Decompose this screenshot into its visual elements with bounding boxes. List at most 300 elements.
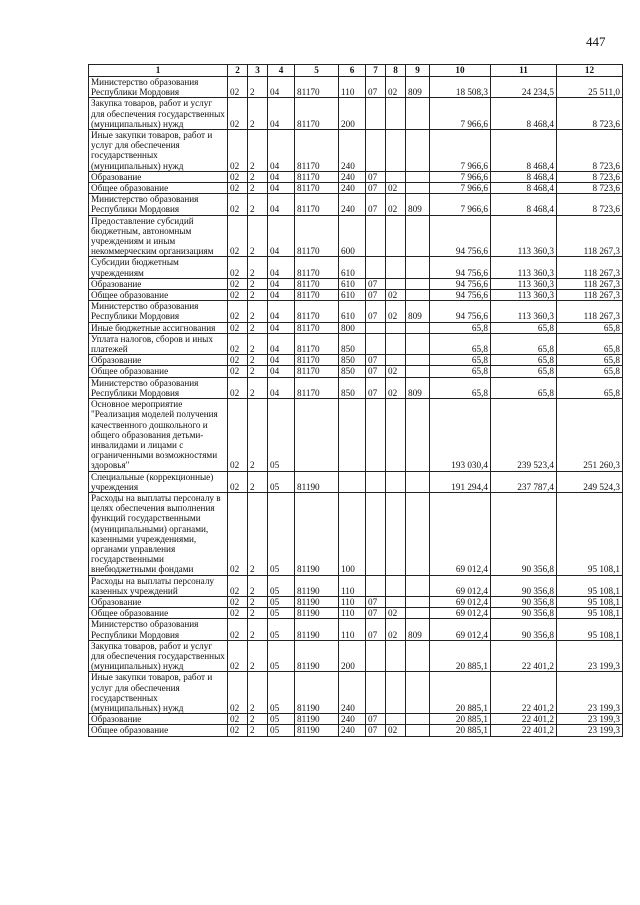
cell-col-10: 69 012,4 [430, 619, 491, 640]
cell-col-7: 07 [366, 366, 386, 377]
cell-col-11: 113 360,3 [491, 301, 557, 322]
header-cell-9: 9 [406, 65, 430, 77]
table-row [89, 471, 623, 492]
cell-col-3: 2 [248, 399, 268, 471]
table-row [89, 575, 623, 596]
cell-col-5: 81190 [295, 492, 339, 575]
cell-col-5: 81190 [295, 575, 339, 596]
cell-col-5: 81170 [295, 278, 339, 289]
cell-col-8 [386, 257, 406, 278]
cell-col-11: 237 787,4 [491, 471, 557, 492]
cell-col-12: 95 108,1 [557, 596, 623, 607]
cell-col-2: 02 [228, 77, 248, 98]
cell-col-4: 04 [268, 366, 295, 377]
cell-col-6: 240 [339, 183, 366, 194]
cell-col-2: 02 [228, 130, 248, 172]
cell-col-4: 05 [268, 575, 295, 596]
cell-name: Уплата налогов, сборов и иных платежей [89, 333, 228, 354]
cell-col-5: 81190 [295, 672, 339, 714]
cell-col-8 [386, 98, 406, 130]
table-row [89, 130, 623, 172]
cell-col-4: 05 [268, 725, 295, 736]
table-row [89, 399, 623, 471]
cell-col-5: 81190 [295, 725, 339, 736]
cell-col-11: 90 356,8 [491, 608, 557, 619]
header-cell-7: 7 [366, 65, 386, 77]
cell-col-7: 07 [366, 194, 386, 215]
cell-col-10: 94 756,6 [430, 301, 491, 322]
table-row [89, 183, 623, 194]
cell-col-11: 8 468,4 [491, 98, 557, 130]
cell-col-12: 65,8 [557, 377, 623, 398]
cell-col-6: 600 [339, 215, 366, 257]
cell-name: Основное мероприятие "Реализация моделей получения качественного дошкольного и общего образования детьми-инвалидами и лицами с ограниченными возможностями здоровья" [89, 399, 228, 471]
cell-col-12: 118 267,3 [557, 278, 623, 289]
cell-col-10: 65,8 [430, 333, 491, 354]
cell-col-8: 02 [386, 366, 406, 377]
cell-col-6: 100 [339, 492, 366, 575]
cell-name: Общее образование [89, 366, 228, 377]
cell-name: Общее образование [89, 608, 228, 619]
cell-col-12: 8 723,6 [557, 171, 623, 182]
cell-col-8 [386, 130, 406, 172]
cell-col-11: 22 401,2 [491, 725, 557, 736]
cell-col-3: 2 [248, 183, 268, 194]
cell-col-7: 07 [366, 171, 386, 182]
cell-col-2: 02 [228, 575, 248, 596]
cell-col-4: 04 [268, 77, 295, 98]
table-row [89, 215, 623, 257]
cell-col-6: 110 [339, 77, 366, 98]
cell-col-3: 2 [248, 608, 268, 619]
cell-col-2: 02 [228, 714, 248, 725]
cell-col-2: 02 [228, 596, 248, 607]
cell-col-10: 20 885,1 [430, 725, 491, 736]
cell-col-6 [339, 399, 366, 471]
cell-col-4: 04 [268, 183, 295, 194]
cell-col-9 [406, 257, 430, 278]
cell-col-2: 02 [228, 640, 248, 672]
cell-col-10: 7 966,6 [430, 171, 491, 182]
cell-name: Расходы на выплаты персоналу казенных учреждений [89, 575, 228, 596]
cell-col-6: 240 [339, 171, 366, 182]
cell-col-11: 24 234,5 [491, 77, 557, 98]
cell-col-7: 07 [366, 725, 386, 736]
table-row [89, 596, 623, 607]
cell-col-8 [386, 171, 406, 182]
header-cell-5: 5 [295, 65, 339, 77]
cell-col-4: 04 [268, 355, 295, 366]
cell-col-11: 8 468,4 [491, 130, 557, 172]
cell-col-2: 02 [228, 333, 248, 354]
cell-col-12: 118 267,3 [557, 257, 623, 278]
cell-col-9 [406, 492, 430, 575]
cell-col-9: 809 [406, 619, 430, 640]
cell-col-11: 65,8 [491, 355, 557, 366]
cell-col-8 [386, 492, 406, 575]
cell-col-12: 23 199,3 [557, 725, 623, 736]
cell-col-6: 240 [339, 130, 366, 172]
cell-col-10: 7 966,6 [430, 194, 491, 215]
cell-col-12: 251 260,3 [557, 399, 623, 471]
cell-col-4: 05 [268, 608, 295, 619]
cell-col-8 [386, 215, 406, 257]
cell-col-2: 02 [228, 171, 248, 182]
cell-name: Специальные (коррекционные) учреждения [89, 471, 228, 492]
cell-col-12: 25 511,0 [557, 77, 623, 98]
table-row [89, 619, 623, 640]
cell-col-9 [406, 130, 430, 172]
cell-col-7 [366, 492, 386, 575]
cell-col-11: 113 360,3 [491, 278, 557, 289]
cell-col-9 [406, 608, 430, 619]
cell-col-5: 81170 [295, 322, 339, 333]
page-number: 447 [586, 34, 606, 49]
cell-col-6: 240 [339, 714, 366, 725]
cell-col-2: 02 [228, 366, 248, 377]
cell-col-2: 02 [228, 471, 248, 492]
cell-col-10: 193 030,4 [430, 399, 491, 471]
cell-name: Предоставление субсидий бюджетным, автономным учреждениям и иным некоммерческим организациям [89, 215, 228, 257]
table-row [89, 290, 623, 301]
cell-col-7: 07 [366, 77, 386, 98]
cell-col-12: 23 199,3 [557, 672, 623, 714]
table-row [89, 257, 623, 278]
cell-col-4: 05 [268, 596, 295, 607]
cell-name: Образование [89, 714, 228, 725]
cell-col-5: 81190 [295, 596, 339, 607]
cell-col-2: 02 [228, 301, 248, 322]
cell-col-12: 95 108,1 [557, 619, 623, 640]
cell-col-5: 81170 [295, 194, 339, 215]
cell-col-11: 8 468,4 [491, 171, 557, 182]
cell-col-3: 2 [248, 98, 268, 130]
cell-name: Общее образование [89, 183, 228, 194]
cell-col-8 [386, 672, 406, 714]
cell-name: Закупка товаров, работ и услуг для обеспечения государственных (муниципальных) нужд [89, 640, 228, 672]
cell-col-12: 23 199,3 [557, 640, 623, 672]
cell-col-3: 2 [248, 355, 268, 366]
cell-col-6: 610 [339, 257, 366, 278]
table-row [89, 77, 623, 98]
cell-col-7: 07 [366, 608, 386, 619]
cell-col-10: 20 885,1 [430, 640, 491, 672]
cell-col-5: 81170 [295, 77, 339, 98]
header-cell-12: 12 [557, 65, 623, 77]
cell-col-8: 02 [386, 77, 406, 98]
cell-col-7 [366, 640, 386, 672]
cell-col-6: 110 [339, 596, 366, 607]
cell-col-5: 81170 [295, 130, 339, 172]
header-cell-3: 3 [248, 65, 268, 77]
cell-col-9 [406, 355, 430, 366]
cell-col-3: 2 [248, 672, 268, 714]
cell-col-3: 2 [248, 278, 268, 289]
cell-col-7 [366, 672, 386, 714]
cell-col-5: 81170 [295, 333, 339, 354]
cell-col-4: 04 [268, 215, 295, 257]
cell-col-5: 81190 [295, 471, 339, 492]
cell-col-4: 05 [268, 399, 295, 471]
cell-col-11: 113 360,3 [491, 215, 557, 257]
cell-col-4: 04 [268, 194, 295, 215]
cell-col-9: 809 [406, 377, 430, 398]
table-row [89, 171, 623, 182]
cell-col-6: 610 [339, 301, 366, 322]
cell-col-8: 02 [386, 194, 406, 215]
cell-col-3: 2 [248, 171, 268, 182]
header-cell-1: 1 [89, 65, 228, 77]
cell-col-5: 81170 [295, 366, 339, 377]
cell-col-7: 07 [366, 377, 386, 398]
cell-col-12: 8 723,6 [557, 194, 623, 215]
table-row [89, 322, 623, 333]
cell-col-5 [295, 399, 339, 471]
cell-col-3: 2 [248, 366, 268, 377]
cell-col-3: 2 [248, 130, 268, 172]
table-row [89, 355, 623, 366]
cell-col-11: 22 401,2 [491, 640, 557, 672]
cell-col-3: 2 [248, 77, 268, 98]
cell-col-10: 65,8 [430, 355, 491, 366]
cell-col-2: 02 [228, 194, 248, 215]
cell-col-3: 2 [248, 377, 268, 398]
cell-col-10: 7 966,6 [430, 183, 491, 194]
cell-col-2: 02 [228, 290, 248, 301]
cell-col-9 [406, 714, 430, 725]
cell-col-12: 95 108,1 [557, 608, 623, 619]
cell-col-11: 90 356,8 [491, 575, 557, 596]
cell-name: Субсидии бюджетным учреждениям [89, 257, 228, 278]
cell-name: Расходы на выплаты персоналу в целях обеспечения выполнения функций государственными (муниципальными) органами, казенными учреждениями, органами управления государственными внебюджетными фондами [89, 492, 228, 575]
cell-col-7 [366, 333, 386, 354]
cell-col-9 [406, 333, 430, 354]
table-row [89, 278, 623, 289]
cell-col-11: 65,8 [491, 333, 557, 354]
cell-col-11: 22 401,2 [491, 714, 557, 725]
cell-col-6: 850 [339, 377, 366, 398]
cell-col-6: 240 [339, 194, 366, 215]
cell-name: Общее образование [89, 725, 228, 736]
cell-col-5: 81170 [295, 290, 339, 301]
cell-col-10: 65,8 [430, 366, 491, 377]
cell-col-2: 02 [228, 377, 248, 398]
cell-col-4: 04 [268, 130, 295, 172]
cell-col-9 [406, 575, 430, 596]
cell-col-3: 2 [248, 257, 268, 278]
cell-col-4: 04 [268, 322, 295, 333]
cell-col-6: 240 [339, 672, 366, 714]
cell-col-5: 81170 [295, 355, 339, 366]
cell-col-2: 02 [228, 619, 248, 640]
cell-col-12: 65,8 [557, 355, 623, 366]
cell-col-6: 240 [339, 725, 366, 736]
cell-col-5: 81170 [295, 215, 339, 257]
cell-col-12: 65,8 [557, 366, 623, 377]
cell-col-2: 02 [228, 492, 248, 575]
cell-col-2: 02 [228, 257, 248, 278]
cell-col-7 [366, 471, 386, 492]
cell-col-4: 04 [268, 98, 295, 130]
table-row [89, 725, 623, 736]
cell-col-8: 02 [386, 608, 406, 619]
cell-col-6: 610 [339, 290, 366, 301]
cell-col-12: 65,8 [557, 333, 623, 354]
cell-col-5: 81190 [295, 640, 339, 672]
cell-col-12: 8 723,6 [557, 183, 623, 194]
cell-col-8 [386, 575, 406, 596]
cell-col-6: 610 [339, 278, 366, 289]
cell-col-10: 20 885,1 [430, 714, 491, 725]
header-cell-6: 6 [339, 65, 366, 77]
cell-col-6: 110 [339, 575, 366, 596]
cell-name: Министерство образования Республики Мордовия [89, 619, 228, 640]
cell-col-3: 2 [248, 194, 268, 215]
cell-col-9 [406, 322, 430, 333]
cell-col-9 [406, 366, 430, 377]
table-row [89, 640, 623, 672]
cell-col-6: 850 [339, 355, 366, 366]
cell-col-11: 113 360,3 [491, 290, 557, 301]
cell-col-4: 05 [268, 672, 295, 714]
cell-col-12: 249 524,3 [557, 471, 623, 492]
cell-col-10: 69 012,4 [430, 575, 491, 596]
cell-col-7: 07 [366, 619, 386, 640]
cell-col-6 [339, 471, 366, 492]
cell-col-10: 65,8 [430, 322, 491, 333]
cell-col-2: 02 [228, 183, 248, 194]
header-cell-2: 2 [228, 65, 248, 77]
table-row [89, 672, 623, 714]
cell-col-2: 02 [228, 399, 248, 471]
cell-col-7: 07 [366, 596, 386, 607]
table-row [89, 366, 623, 377]
cell-col-6: 200 [339, 98, 366, 130]
cell-col-9 [406, 596, 430, 607]
cell-col-8 [386, 278, 406, 289]
cell-col-8: 02 [386, 725, 406, 736]
cell-col-12: 23 199,3 [557, 714, 623, 725]
cell-name: Министерство образования Республики Мордовия [89, 301, 228, 322]
cell-col-10: 94 756,6 [430, 257, 491, 278]
budget-table [88, 64, 623, 737]
cell-name: Министерство образования Республики Мордовия [89, 194, 228, 215]
cell-col-2: 02 [228, 355, 248, 366]
cell-col-9 [406, 278, 430, 289]
cell-col-3: 2 [248, 725, 268, 736]
cell-col-10: 69 012,4 [430, 492, 491, 575]
cell-col-8 [386, 333, 406, 354]
cell-col-4: 04 [268, 333, 295, 354]
cell-name: Общее образование [89, 290, 228, 301]
cell-name: Министерство образования Республики Мордовия [89, 377, 228, 398]
cell-col-7 [366, 399, 386, 471]
cell-name: Иные закупки товаров, работ и услуг для обеспечения государственных (муниципальных) нужд [89, 130, 228, 172]
cell-col-5: 81190 [295, 714, 339, 725]
cell-col-10: 191 294,4 [430, 471, 491, 492]
cell-col-4: 04 [268, 257, 295, 278]
cell-col-9: 809 [406, 301, 430, 322]
table-row [89, 377, 623, 398]
cell-col-4: 05 [268, 619, 295, 640]
cell-col-8: 02 [386, 301, 406, 322]
cell-col-2: 02 [228, 672, 248, 714]
cell-col-5: 81170 [295, 257, 339, 278]
cell-col-4: 04 [268, 301, 295, 322]
cell-col-9: 809 [406, 194, 430, 215]
cell-col-9 [406, 215, 430, 257]
cell-col-5: 81190 [295, 619, 339, 640]
cell-col-10: 20 885,1 [430, 672, 491, 714]
cell-col-9: 809 [406, 77, 430, 98]
cell-col-8 [386, 355, 406, 366]
cell-col-12: 118 267,3 [557, 290, 623, 301]
cell-col-9 [406, 672, 430, 714]
cell-col-10: 94 756,6 [430, 290, 491, 301]
cell-col-11: 239 523,4 [491, 399, 557, 471]
cell-name: Образование [89, 355, 228, 366]
header-cell-11: 11 [491, 65, 557, 77]
cell-col-6: 850 [339, 333, 366, 354]
cell-col-3: 2 [248, 714, 268, 725]
cell-col-11: 90 356,8 [491, 619, 557, 640]
cell-col-11: 90 356,8 [491, 492, 557, 575]
cell-col-8 [386, 640, 406, 672]
cell-col-9 [406, 725, 430, 736]
cell-name: Иные бюджетные ассигнования [89, 322, 228, 333]
cell-col-12: 95 108,1 [557, 575, 623, 596]
table-row [89, 492, 623, 575]
cell-col-8: 02 [386, 183, 406, 194]
cell-col-8: 02 [386, 290, 406, 301]
table-row [89, 333, 623, 354]
cell-col-8: 02 [386, 619, 406, 640]
cell-col-3: 2 [248, 492, 268, 575]
cell-col-12: 118 267,3 [557, 215, 623, 257]
cell-col-12: 95 108,1 [557, 492, 623, 575]
cell-col-5: 81170 [295, 377, 339, 398]
cell-col-9 [406, 471, 430, 492]
cell-col-6: 800 [339, 322, 366, 333]
cell-col-3: 2 [248, 640, 268, 672]
cell-col-10: 65,8 [430, 377, 491, 398]
cell-col-9 [406, 183, 430, 194]
cell-col-10: 7 966,6 [430, 130, 491, 172]
cell-col-3: 2 [248, 301, 268, 322]
cell-name: Образование [89, 596, 228, 607]
cell-col-11: 22 401,2 [491, 672, 557, 714]
cell-col-9 [406, 171, 430, 182]
cell-name: Иные закупки товаров, работ и услуг для обеспечения государственных (муниципальных) нужд [89, 672, 228, 714]
cell-col-3: 2 [248, 333, 268, 354]
cell-col-3: 2 [248, 575, 268, 596]
cell-col-4: 04 [268, 377, 295, 398]
cell-col-9 [406, 290, 430, 301]
cell-col-9 [406, 640, 430, 672]
cell-col-11: 65,8 [491, 366, 557, 377]
cell-col-7: 07 [366, 301, 386, 322]
cell-col-7: 07 [366, 278, 386, 289]
cell-col-4: 05 [268, 492, 295, 575]
table-row [89, 98, 623, 130]
cell-col-10: 7 966,6 [430, 98, 491, 130]
cell-col-2: 02 [228, 278, 248, 289]
cell-col-7 [366, 215, 386, 257]
cell-col-12: 8 723,6 [557, 98, 623, 130]
cell-col-11: 8 468,4 [491, 183, 557, 194]
cell-col-7: 07 [366, 183, 386, 194]
cell-col-3: 2 [248, 322, 268, 333]
